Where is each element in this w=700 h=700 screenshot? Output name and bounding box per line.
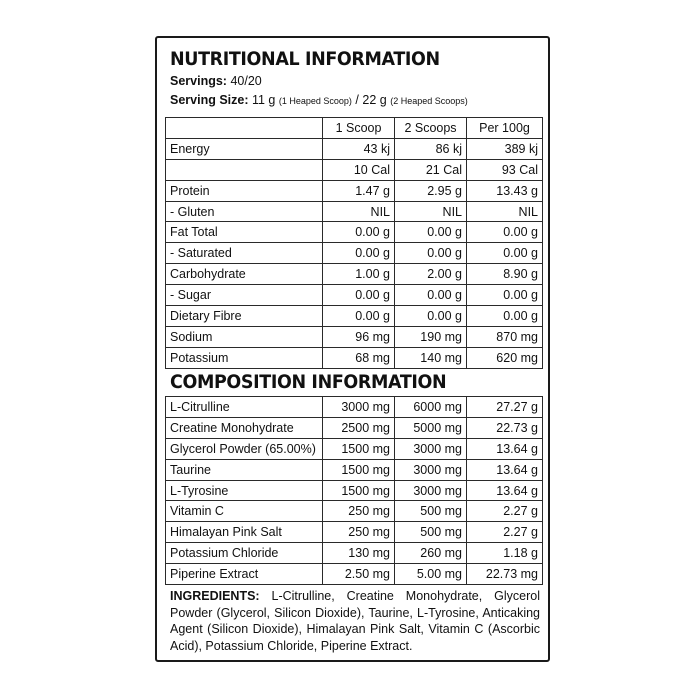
row-label-cell: Dietary Fibre [166, 306, 323, 327]
servings-line [170, 74, 262, 88]
table-row [166, 397, 543, 418]
value-cell: 0.00 g [395, 222, 467, 243]
table-row [166, 243, 543, 264]
value-cell: 1.47 g [323, 180, 395, 201]
row-label-cell: L-Citrulline [166, 397, 323, 418]
ingredients-text: L-Citrulline, Creatine Monohydrate, Glycerol Powder (Glycerol, Silicon Dioxide), Taurine, L-Tyrosine, Anticaking Agent (Silicon Dioxide), Himalayan Pink Salt, Vitamin C (Ascorbic Acid), Potassium Chloride, Piperine Extract. [170, 589, 540, 653]
table-row [166, 522, 543, 543]
row-label-cell: Himalayan Pink Salt [166, 522, 323, 543]
row-label-cell: Piperine Extract [166, 564, 323, 585]
value-cell: 0.00 g [395, 285, 467, 306]
value-cell: 6000 mg [395, 397, 467, 418]
table-header-cell: 2 Scoops [395, 118, 467, 139]
value-cell: 1500 mg [323, 480, 395, 501]
value-cell: 2.00 g [395, 264, 467, 285]
table-row [166, 264, 543, 285]
serving-size-note-1: (1 Heaped Scoop) [278, 96, 352, 106]
value-cell: 27.27 g [467, 397, 543, 418]
value-cell: 2.95 g [395, 180, 467, 201]
row-label-cell: - Gluten [166, 201, 323, 222]
value-cell: 0.00 g [323, 285, 395, 306]
value-cell: 13.64 g [467, 459, 543, 480]
serving-size-value-2: 22 g [362, 93, 387, 107]
value-cell: 3000 mg [395, 480, 467, 501]
value-cell: 0.00 g [395, 243, 467, 264]
table-row [166, 543, 543, 564]
nutrition-table [165, 117, 543, 369]
table-row [166, 438, 543, 459]
value-cell: 140 mg [395, 347, 467, 368]
value-cell: 3000 mg [395, 438, 467, 459]
value-cell: 2.27 g [467, 501, 543, 522]
value-cell: 5000 mg [395, 417, 467, 438]
value-cell: 21 Cal [395, 159, 467, 180]
value-cell: 0.00 g [323, 243, 395, 264]
table-row [166, 326, 543, 347]
value-cell: 0.00 g [467, 243, 543, 264]
value-cell: NIL [395, 201, 467, 222]
row-label-cell: Creatine Monohydrate [166, 417, 323, 438]
value-cell: 250 mg [323, 522, 395, 543]
table-row [166, 159, 543, 180]
composition-title: COMPOSITION INFORMATION [170, 371, 447, 393]
servings-label: Servings: [170, 74, 227, 88]
value-cell: 260 mg [395, 543, 467, 564]
value-cell: 870 mg [467, 326, 543, 347]
nutrition-panel [155, 36, 550, 662]
ingredients-label: INGREDIENTS: [170, 589, 260, 603]
value-cell: 43 kj [323, 138, 395, 159]
table-row [166, 501, 543, 522]
value-cell: 1.00 g [323, 264, 395, 285]
value-cell: 620 mg [467, 347, 543, 368]
value-cell: 13.64 g [467, 438, 543, 459]
row-label-cell: - Saturated [166, 243, 323, 264]
table-row [166, 459, 543, 480]
row-label-cell: Taurine [166, 459, 323, 480]
row-label-cell: Sodium [166, 326, 323, 347]
value-cell: 2.50 mg [323, 564, 395, 585]
row-label-cell: Potassium Chloride [166, 543, 323, 564]
value-cell: 0.00 g [395, 306, 467, 327]
value-cell: 500 mg [395, 522, 467, 543]
value-cell: 2.27 g [467, 522, 543, 543]
serving-size-label: Serving Size: [170, 93, 249, 107]
serving-size-separator: / [355, 93, 359, 107]
value-cell: 13.64 g [467, 480, 543, 501]
table-row [166, 138, 543, 159]
value-cell: 68 mg [323, 347, 395, 368]
value-cell: 500 mg [395, 501, 467, 522]
value-cell: 389 kj [467, 138, 543, 159]
row-label-cell: Fat Total [166, 222, 323, 243]
row-label-cell: Vitamin C [166, 501, 323, 522]
row-label-cell: - Sugar [166, 285, 323, 306]
table-row [166, 564, 543, 585]
table-row [166, 222, 543, 243]
value-cell: 0.00 g [323, 222, 395, 243]
serving-size-value-1: 11 g [251, 93, 276, 107]
table-header-row [166, 118, 543, 139]
table-row [166, 285, 543, 306]
row-label-cell: Protein [166, 180, 323, 201]
table-row [166, 480, 543, 501]
value-cell: 3000 mg [323, 397, 395, 418]
value-cell: 22.73 mg [467, 564, 543, 585]
value-cell: 0.00 g [467, 222, 543, 243]
value-cell: 1500 mg [323, 438, 395, 459]
table-row [166, 180, 543, 201]
value-cell: 0.00 g [467, 285, 543, 306]
table-row [166, 417, 543, 438]
value-cell: NIL [323, 201, 395, 222]
composition-table [165, 396, 543, 585]
row-label-cell: Energy [166, 138, 323, 159]
table-header-cell [166, 118, 323, 139]
row-label-cell: L-Tyrosine [166, 480, 323, 501]
serving-size-line [170, 93, 468, 107]
value-cell: 130 mg [323, 543, 395, 564]
value-cell: 5.00 mg [395, 564, 467, 585]
value-cell: 13.43 g [467, 180, 543, 201]
serving-size-note-2: (2 Heaped Scoops) [390, 96, 468, 106]
table-header-cell: 1 Scoop [323, 118, 395, 139]
value-cell: 86 kj [395, 138, 467, 159]
value-cell: 10 Cal [323, 159, 395, 180]
row-label-cell: Potassium [166, 347, 323, 368]
servings-value: 40/20 [230, 74, 262, 88]
value-cell: 8.90 g [467, 264, 543, 285]
value-cell: 96 mg [323, 326, 395, 347]
value-cell: 1.18 g [467, 543, 543, 564]
value-cell: 2500 mg [323, 417, 395, 438]
table-row [166, 347, 543, 368]
table-row [166, 306, 543, 327]
table-row [166, 201, 543, 222]
row-label-cell: Carbohydrate [166, 264, 323, 285]
value-cell: 0.00 g [467, 306, 543, 327]
row-label-cell [166, 159, 323, 180]
value-cell: 3000 mg [395, 459, 467, 480]
row-label-cell: Glycerol Powder (65.00%) [166, 438, 323, 459]
ingredients-paragraph [170, 588, 540, 654]
value-cell: 22.73 g [467, 417, 543, 438]
value-cell: 93 Cal [467, 159, 543, 180]
nutrition-title: NUTRITIONAL INFORMATION [170, 48, 440, 70]
value-cell: 250 mg [323, 501, 395, 522]
value-cell: 0.00 g [323, 306, 395, 327]
table-header-cell: Per 100g [467, 118, 543, 139]
value-cell: 190 mg [395, 326, 467, 347]
value-cell: 1500 mg [323, 459, 395, 480]
value-cell: NIL [467, 201, 543, 222]
